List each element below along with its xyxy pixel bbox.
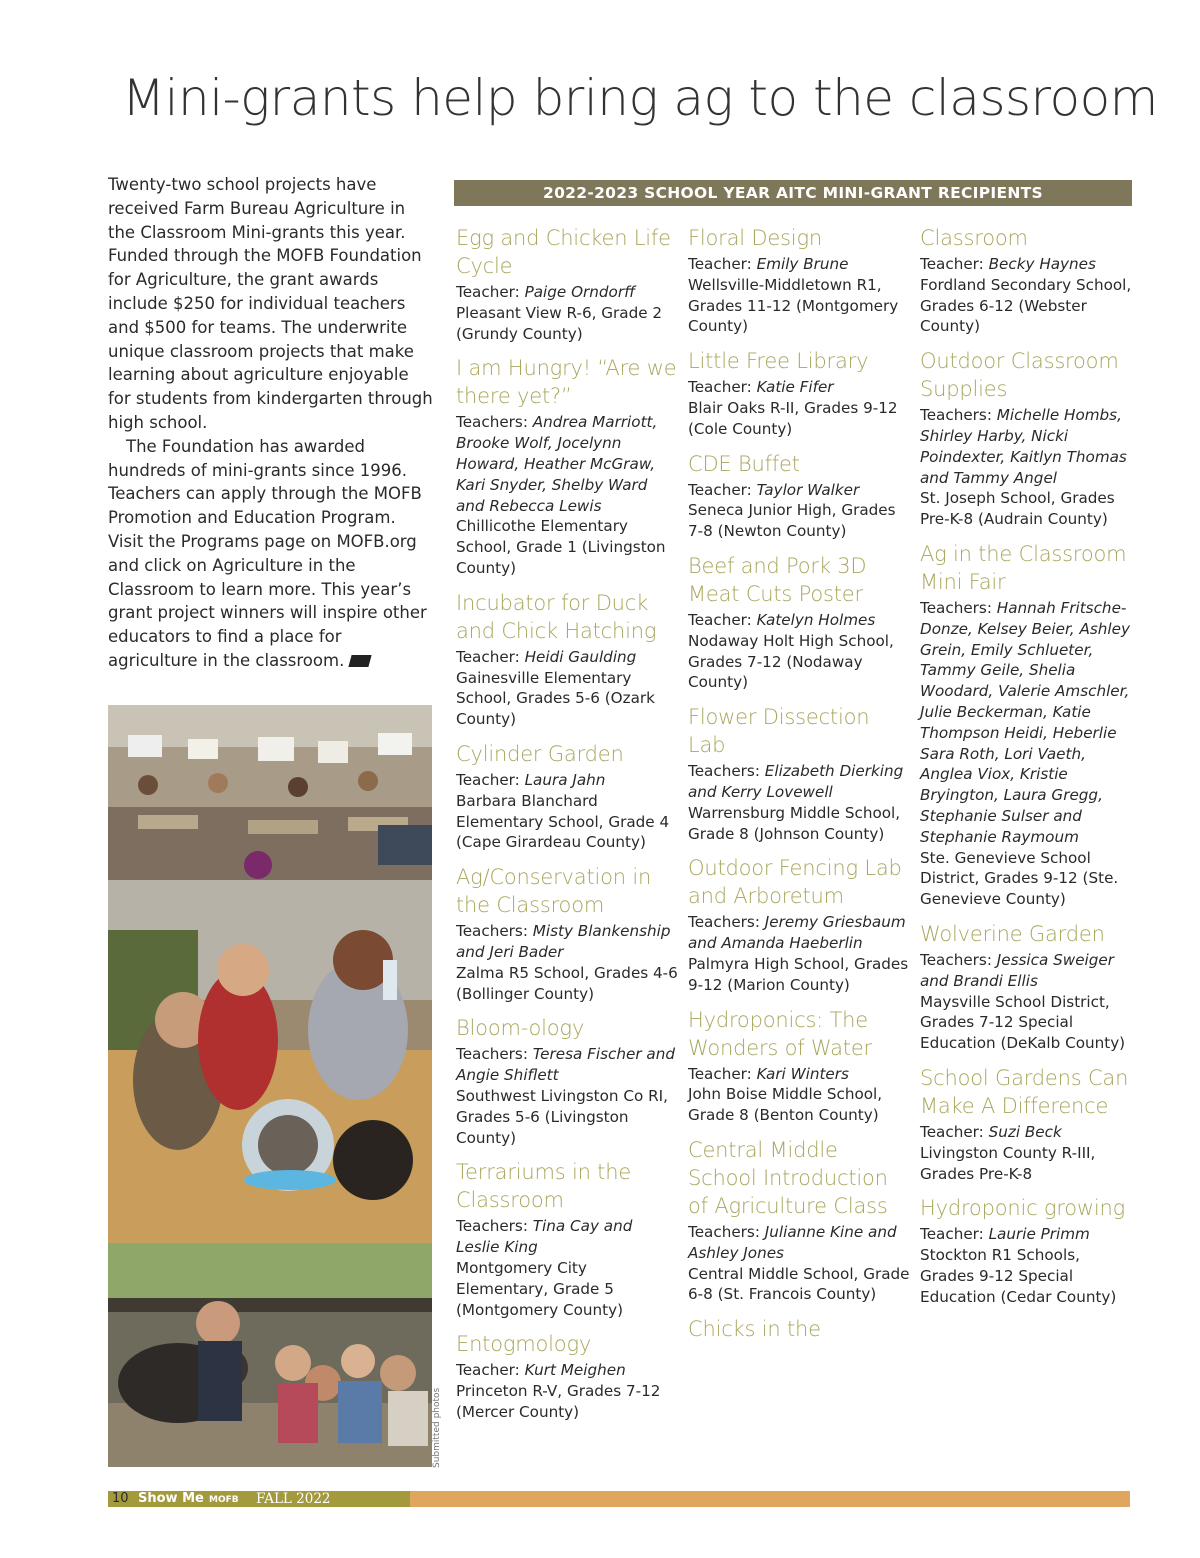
teacher-label: Teachers:: [688, 913, 760, 932]
grant-title: Bloom-ology: [456, 1016, 585, 1041]
teacher-names: Becky Haynes: [988, 255, 1096, 273]
grant-title: Central Middle School Introduction of Agriculture Class: [688, 1137, 888, 1218]
teacher-label: Teacher:: [688, 255, 752, 273]
grant-entry: [920, 347, 1132, 530]
grant-title: Classroom: [920, 226, 1028, 250]
grant-entry: [456, 589, 678, 730]
teacher-label: Teachers:: [688, 762, 760, 781]
grant-school: Ste. Genevieve School District, Grades 9-12 (Ste. Genevieve County): [920, 848, 1119, 909]
grant-entry: [456, 1330, 678, 1422]
teacher-names: Taylor Walker: [756, 480, 860, 499]
grant-entry: [688, 703, 910, 844]
grant-teachers: [920, 405, 1132, 488]
grant-school: John Boise Middle School, Grade 8 (Benton County): [688, 1085, 883, 1125]
page-footer: [108, 1491, 1130, 1507]
page-title: Mini-grants help bring ag to the classroom: [122, 69, 1158, 127]
grant-teachers: [920, 1224, 1132, 1245]
grant-title: Egg and Chicken Life Cycle: [456, 226, 671, 278]
grant-entry: [920, 920, 1132, 1054]
teacher-names: Katelyn Holmes: [756, 610, 876, 629]
grant-school: Princeton R-V, Grades 7-12 (Mercer County): [456, 1382, 661, 1421]
intro-paragraph-2-text: The Foundation has awarded hundreds of mini-grants since 1996. Teachers can apply through the MOFB Promotion and Education Program. Visit the Programs page on MOFB.org and click on Agriculture in the Classroom to learn more. This year’s grant project winners will inspire other educators to find a place for agriculture in the classroom.: [108, 436, 427, 670]
grant-title: Outdoor Classroom Supplies: [920, 349, 1119, 402]
grant-title: Ag/Conservation in the Classroom: [456, 865, 652, 918]
issue-season: FALL 2022: [256, 1491, 331, 1507]
grant-teachers: [688, 610, 910, 631]
grant-school: Maysville School District, Grades 7-12 Special Education (DeKalb County): [920, 992, 1126, 1053]
grant-entry: [920, 540, 1132, 910]
grant-school: Warrensburg Middle School, Grade 8 (Johnson County): [688, 803, 901, 843]
grant-entry: [920, 1194, 1132, 1307]
grant-teachers: [456, 647, 678, 668]
teacher-label: Teachers:: [456, 1045, 528, 1064]
teacher-names: Laurie Primm: [988, 1225, 1090, 1244]
teacher-names: Julianne Kine and Ashley Jones: [688, 1222, 897, 1262]
grant-teachers: [688, 912, 910, 954]
teacher-label: Teacher:: [456, 770, 520, 789]
teacher-label: Teachers:: [920, 406, 992, 425]
recipients-column-2: [688, 224, 910, 1353]
grant-teachers: [920, 950, 1132, 992]
grant-school: Chillicothe Elementary School, Grade 1 (Livingston County): [456, 517, 666, 577]
grant-entry: [456, 1158, 678, 1320]
grant-entry: [688, 1136, 910, 1305]
teacher-label: Teachers:: [920, 598, 992, 617]
grant-teachers: [920, 1122, 1132, 1143]
teacher-names: Katie Fifer: [756, 378, 834, 397]
grant-teachers: [456, 412, 678, 516]
grant-title: Wolverine Garden: [920, 921, 1105, 946]
grant-school: Pleasant View R-6, Grade 2 (Grundy County): [456, 303, 663, 343]
grant-school: St. Joseph School, Grades Pre-K-8 (Audrain County): [920, 489, 1115, 529]
grant-teachers: [688, 1064, 910, 1085]
classroom-photo: [108, 705, 432, 880]
grant-entry: [688, 854, 910, 995]
grant-title: School Gardens Can Make A Difference: [920, 1065, 1129, 1118]
grant-teachers: [688, 254, 910, 275]
teacher-label: Teachers:: [920, 950, 992, 969]
teacher-label: Teachers:: [456, 413, 528, 432]
grant-title: Flower Dissection Lab: [688, 705, 870, 758]
teacher-label: Teacher:: [688, 1064, 752, 1083]
page-number: 10: [112, 1491, 129, 1506]
grant-school: Central Middle School, Grade 6-8 (St. Francois County): [688, 1264, 910, 1304]
grant-teachers: [456, 1216, 678, 1258]
teacher-label: Teacher:: [920, 1225, 984, 1244]
grant-school: Stockton R1 Schools, Grades 9-12 Special Education (Cedar County): [920, 1246, 1117, 1306]
teacher-names: Misty Blankenship and Jeri Bader: [456, 922, 671, 961]
teacher-label: Teacher:: [456, 1361, 520, 1380]
grant-teachers: [456, 1044, 678, 1086]
grant-teachers: [456, 770, 678, 791]
teacher-label: Teachers:: [688, 1222, 760, 1241]
grant-entry: [688, 1315, 910, 1343]
teacher-names: Heidi Gaulding: [524, 647, 637, 666]
teacher-label: Teacher:: [456, 283, 520, 301]
teacher-names: Tina Cay and Leslie King: [456, 1217, 633, 1257]
teacher-names: Teresa Fischer and Angie Shiflett: [456, 1045, 675, 1085]
grant-teachers: [920, 598, 1132, 848]
grant-teachers: [920, 254, 1132, 275]
footer-right-bar: [410, 1491, 1130, 1507]
intro-paragraph-1: Twenty-two school projects have received Farm Bureau Agriculture in the Classroom Mini-grants this year. Funded through the MOFB Foundation for Agriculture, the grant awards include $250 for individual teachers and $500 for teams. The underwrite unique classroom projects that make learning about agriculture enjoyable for students from kindergarten through high school.: [108, 175, 433, 432]
photo-credit: [432, 1387, 444, 1468]
teacher-label: Teachers:: [456, 922, 528, 941]
grant-teachers: [688, 480, 910, 501]
teacher-names: Hannah Fritsche-Donze, Kelsey Beier, Ashley Grein, Emily Schlueter, Tammy Geile, Shelia Woodard, Valerie Amschler, Julie Beckerman, Katie Thompson Heidi, Heberlie Sara Roth, Lori Vaeth, Anglea Viox, Kristie Bryington, Laura Gregg, Stephanie Sulser and Stephanie Raymoum: [920, 598, 1130, 846]
grant-entry: [688, 450, 910, 542]
grant-title: Cylinder Garden: [456, 741, 624, 766]
recipients-banner: 2022-2023 SCHOOL YEAR AITC MINI-GRANT RECIPIENTS: [454, 180, 1132, 206]
grant-teachers: [456, 282, 678, 303]
grant-title: Floral Design: [688, 226, 822, 250]
grant-teachers: [688, 761, 910, 803]
teacher-names: Michelle Hombs, Shirley Harby, Nicki Poindexter, Kaitlyn Thomas and Tammy Angel: [920, 406, 1127, 487]
magazine-org: MOFB: [209, 1495, 239, 1505]
teacher-label: Teacher:: [688, 378, 752, 397]
photo-credit-text: Submitted photos: [432, 1387, 442, 1468]
grant-title: Hydroponics: The Wonders of Water: [688, 1007, 872, 1060]
grant-entry: [456, 740, 678, 853]
grant-entry: [456, 224, 678, 344]
grant-school: Palmyra High School, Grades 9-12 (Marion County): [688, 954, 909, 994]
teacher-label: Teacher:: [688, 610, 752, 629]
grant-title: Outdoor Fencing Lab and Arboretum: [688, 856, 902, 909]
grant-entry: [456, 1014, 678, 1148]
incubator-photo: [108, 880, 432, 1243]
farm-bureau-logo-icon: [349, 655, 372, 667]
grant-teachers: [688, 377, 910, 398]
grant-title: Beef and Pork 3D Meat Cuts Poster: [688, 553, 867, 606]
grant-school: Zalma R5 School, Grades 4-6 (Bollinger County): [456, 963, 678, 1003]
intro-paragraph-2: [108, 435, 434, 673]
grant-school: Wellsville-Middletown R1, Grades 11-12 (Montgomery County): [688, 275, 899, 336]
grant-school: Gainesville Elementary School, Grades 5-6 (Ozark County): [456, 668, 655, 729]
grant-title: Terrariums in the Classroom: [456, 1160, 632, 1213]
magazine-brand: Show Me: [138, 1491, 204, 1506]
recipients-column-1: [456, 224, 678, 1433]
grant-teachers: [688, 1222, 910, 1264]
teacher-names: Jessica Sweiger and Brandi Ellis: [920, 950, 1114, 990]
grant-title: Incubator for Duck and Chick Hatching: [456, 590, 657, 643]
grant-school: Blair Oaks R-II, Grades 9-12 (Cole County): [688, 398, 898, 438]
teacher-names: Emily Brune: [756, 255, 849, 273]
livestock-photo: [108, 1243, 432, 1467]
grant-school: Nodaway Holt High School, Grades 7-12 (Nodaway County): [688, 631, 894, 692]
teacher-names: Jeremy Griesbaum and Amanda Haeberlin: [688, 913, 906, 953]
grant-entry: [456, 354, 678, 578]
teacher-names: Suzi Beck: [988, 1122, 1062, 1141]
grant-school: Montgomery City Elementary, Grade 5 (Montgomery County): [456, 1258, 624, 1319]
grant-school: Seneca Junior High, Grades 7-8 (Newton County): [688, 501, 896, 541]
grant-school: Barbara Blanchard Elementary School, Grade 4 (Cape Girardeau County): [456, 791, 670, 852]
teacher-names: Kurt Meighen: [524, 1361, 626, 1380]
grant-entry: [688, 347, 910, 439]
grant-school: Fordland Secondary School, Grades 6-12 (Webster County): [920, 275, 1132, 336]
teacher-names: Kari Winters: [756, 1064, 849, 1083]
grant-title: Little Free Library: [688, 349, 869, 374]
recipients-column-3: [920, 224, 1132, 1317]
grant-entry: [920, 224, 1132, 337]
grant-entry: [456, 863, 678, 1004]
grant-title: Chicks in the: [688, 1317, 821, 1342]
grant-title: Hydroponic growing: [920, 1196, 1126, 1221]
teacher-label: Teacher:: [920, 1122, 984, 1141]
intro-article: [108, 173, 434, 673]
grant-entry: [688, 552, 910, 693]
teacher-label: Teacher:: [688, 480, 752, 499]
teacher-label: Teacher:: [456, 647, 520, 666]
teacher-names: Paige Orndorff: [524, 283, 636, 301]
teacher-names: Laura Jahn: [524, 770, 606, 789]
teacher-names: Andrea Marriott, Brooke Wolf, Jocelynn Howard, Heather McGraw, Kari Snyder, Shelby Ward and Rebecca Lewis: [456, 413, 658, 515]
grant-title: Ag in the Classroom Mini Fair: [920, 541, 1127, 594]
grant-entry: [920, 1064, 1132, 1184]
teacher-names: Elizabeth Dierking and Kerry Lovewell: [688, 762, 904, 801]
grant-school: Southwest Livingston Co RI, Grades 5-6 (Livingston County): [456, 1086, 668, 1147]
grant-title: Entogmology: [456, 1332, 592, 1357]
grant-teachers: [456, 1360, 678, 1381]
grant-title: CDE Buffet: [688, 451, 800, 476]
grant-teachers: [456, 921, 678, 963]
grant-entry: [688, 1006, 910, 1126]
teacher-label: Teacher:: [920, 255, 984, 273]
grant-school: Livingston County R-III, Grades Pre-K-8: [920, 1143, 1096, 1183]
teacher-label: Teachers:: [456, 1217, 528, 1236]
grant-title: I am Hungry! “Are we there yet?”: [456, 356, 677, 409]
photo-stack: [108, 705, 432, 1467]
grant-entry: [688, 224, 910, 337]
